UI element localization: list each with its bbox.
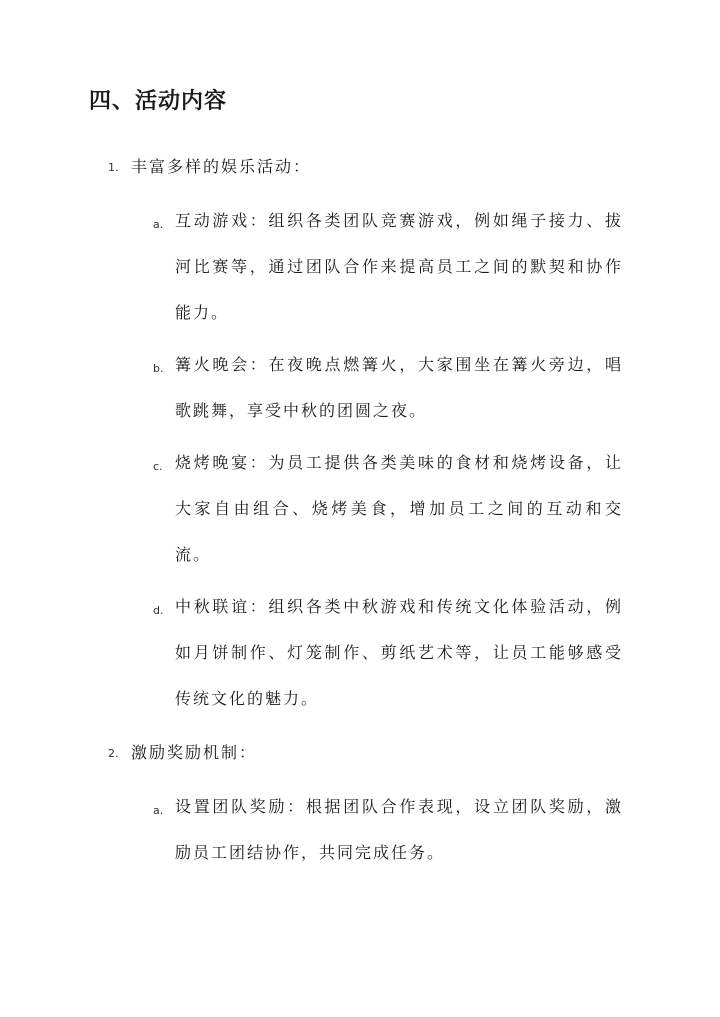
sublist-marker-1a: a. — [153, 218, 164, 231]
sublist-item-1c: 烧烤晚宴：为员工提供各类美味的食材和烧烤设备，让大家自由组合、烧烤美食，增加员工之间的互动和交流。 — [175, 453, 623, 564]
sublist-marker-1b: b. — [153, 362, 164, 375]
list-number-1: 1. — [108, 161, 119, 174]
sublist-marker-1d: d. — [153, 604, 164, 617]
list-item-2-title: 激励奖励机制： — [131, 743, 258, 762]
section-heading: 四、活动内容 — [89, 89, 228, 114]
sublist-marker-2a: a. — [153, 804, 164, 817]
list-item-1-title: 丰富多样的娱乐活动： — [131, 157, 312, 176]
list-number-2: 2. — [108, 747, 119, 760]
sublist-item-2a: 设置团队奖励：根据团队合作表现，设立团队奖励，激励员工团结协作，共同完成任务。 — [175, 797, 623, 862]
sublist-item-1a: 互动游戏：组织各类团队竞赛游戏，例如绳子接力、拔河比赛等，通过团队合作来提高员工之间的默契和协作能力。 — [175, 211, 623, 322]
sublist-item-1d: 中秋联谊：组织各类中秋游戏和传统文化体验活动，例如月饼制作、灯笼制作、剪纸艺术等，让员工能够感受传统文化的魅力。 — [175, 597, 623, 708]
sublist-marker-1c: c. — [153, 460, 163, 473]
sublist-item-1b: 篝火晚会：在夜晚点燃篝火，大家围坐在篝火旁边，唱歌跳舞，享受中秋的团圆之夜。 — [175, 355, 623, 420]
